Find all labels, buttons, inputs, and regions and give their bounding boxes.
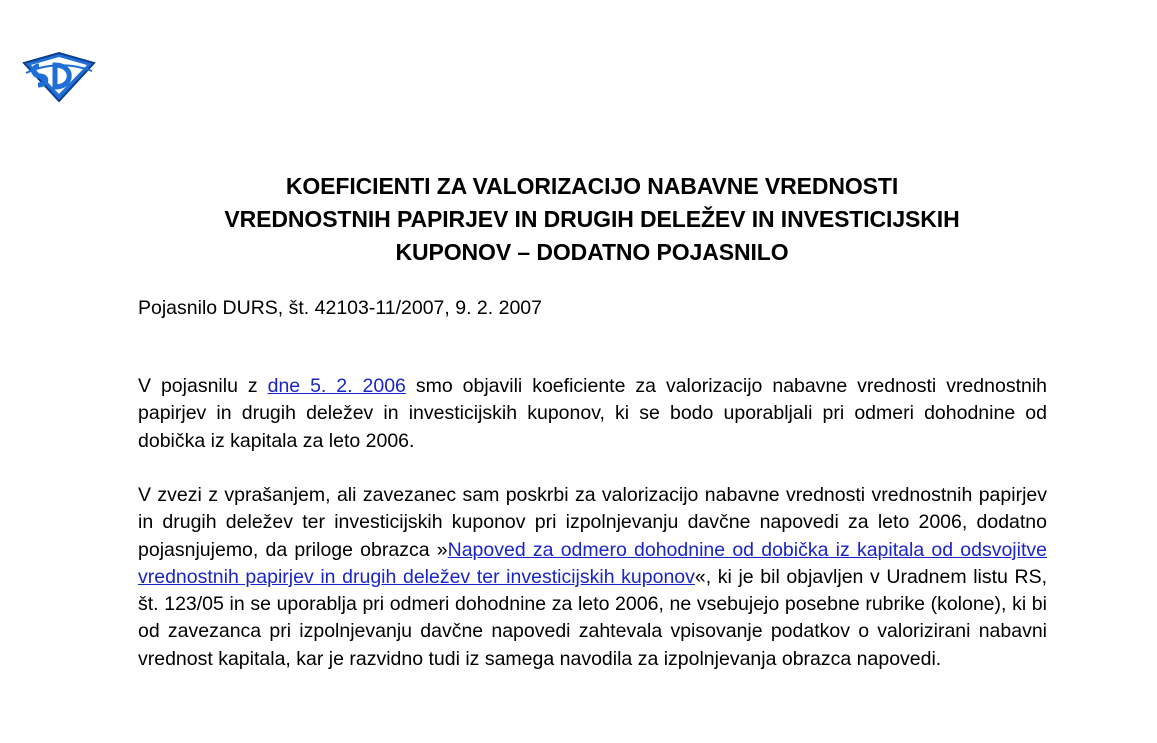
form-link[interactable]: Napoved za odmero dohodnine od dobička iz kapitala od odsvojitve vrednostnih papirjev in drugih deležev ter investicijskih kuponov [138, 538, 1047, 588]
paragraph-1-text-end: smo objavili koeficiente za valorizacijo nabavne vrednosti vrednostnih papirjev in drugih deležev in investicijskih kuponov, ki se bodo uporabljali pri odmeri dohodnine od dobička iz kapitala za leto 2006. [138, 375, 1048, 452]
page-title [120, 170, 1064, 269]
paragraph-2-text-start: V zvezi z vprašanjem, ali zavezanec sam poskrbi za valorizacijo nabavne vrednosti vrednostnih papirjev in drugih deležev ter investicijskih kuponov pri izpolnjevanju davčne napovedi za leto 2006, dodatno pojasnjujemo, da priloge obrazca » [138, 484, 1047, 561]
paragraph-1-text-start: V pojasnilu z [138, 375, 268, 397]
date-link[interactable]: dne 5. 2. 2006 [267, 375, 406, 397]
paragraph-2 [138, 482, 1047, 673]
title-line-1: KOEFICIENTI ZA VALORIZACIJO NABAVNE VREDNOSTI [285, 173, 899, 199]
logo-icon [22, 51, 96, 103]
paragraph-1 [138, 373, 1047, 455]
document-reference: Pojasnilo DURS, št. 42103-11/2007, 9. 2. 2007 [138, 297, 542, 319]
title-line-3: KUPONOV – DODATNO POJASNILO [395, 239, 789, 265]
title-line-2: VREDNOSTNIH PAPIRJEV IN DRUGIH DELEŽEV IN INVESTICIJSKIH [224, 206, 960, 232]
paragraph-2-text-end: «, ki je bil objavljen v Uradnem listu RS, št. 123/05 in se uporablja pri odmeri dohodnine za leto 2006, ne vsebujejo posebne rubrike (kolone), ki bi od zavezanca pri izpolnjevanju davčne napovedi zahtevala vpisovanje podatkov o valorizirani nabavni vrednost kapitala, kar je razvidno tudi iz samega navodila za izpolnjevanja obrazca napovedi. [138, 565, 1047, 670]
